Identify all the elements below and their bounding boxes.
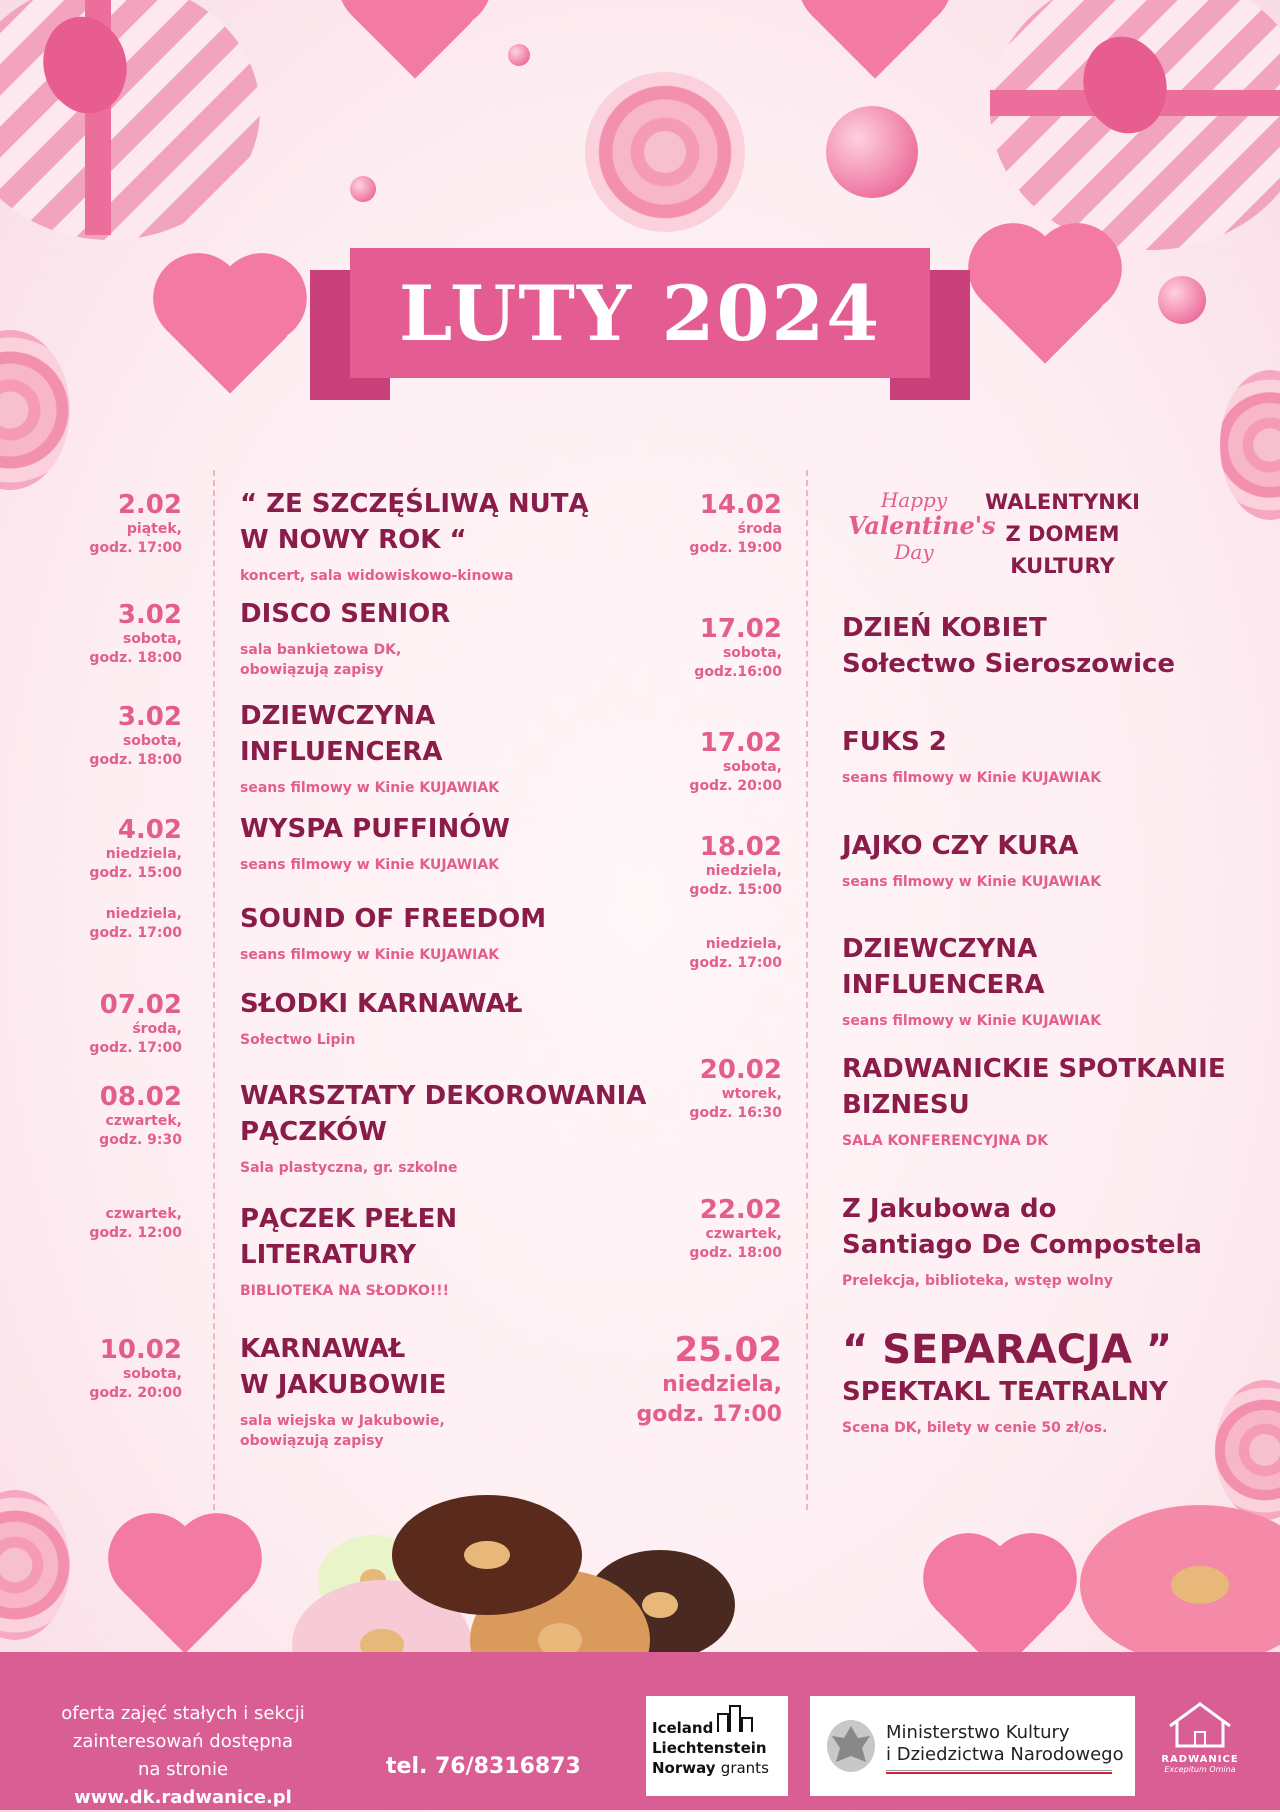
grants-line1: Iceland	[652, 1719, 714, 1737]
radwanice-name: RADWANICE	[1161, 1754, 1239, 1765]
event-time: niedziela, godz. 17:00	[636, 1372, 782, 1427]
heart-decoration	[351, 0, 478, 79]
left-event-6	[240, 986, 522, 1050]
event-title: Z Jakubowa do Santiago De Compostela	[842, 1194, 1202, 1260]
grants-icon	[716, 1704, 760, 1734]
event-details: Prelekcja, biblioteka, wstęp wolny	[842, 1273, 1113, 1289]
right-event-1	[985, 486, 1140, 582]
event-details: koncert, sala widowiskowo-kinowa	[240, 568, 514, 584]
event-title: RADWANICKIE SPOTKANIE BIZNESU	[842, 1054, 1226, 1120]
rose-decoration	[0, 330, 70, 490]
event-details: seans filmowy w Kinie KUJAWIAK	[240, 857, 500, 873]
event-time: sobota, godz. 20:00	[689, 759, 782, 794]
event-title: WALENTYNKI Z DOMEM KULTURY	[985, 490, 1140, 578]
event-time: czwartek, godz. 18:00	[689, 1226, 782, 1261]
eagle-emblem-icon	[824, 1716, 878, 1776]
event-date: 4.02	[117, 815, 182, 845]
left-event-date-5	[89, 905, 182, 943]
page-title: LUTY 2024	[398, 268, 882, 358]
right-event-6	[842, 1051, 1226, 1151]
right-event-date-4	[689, 832, 782, 900]
event-title: DZIEWCZYNA INFLUENCERA	[240, 701, 443, 767]
right-event-4	[842, 828, 1101, 892]
left-event-8	[240, 1201, 457, 1301]
website-link[interactable]: www.dk.radwanice.pl	[74, 1787, 292, 1808]
event-details: seans filmowy w Kinie KUJAWIAK	[842, 770, 1102, 786]
rose-decoration	[0, 1490, 70, 1640]
event-date: 3.02	[117, 702, 182, 732]
event-date: 22.02	[699, 1195, 782, 1225]
event-title: DZIEWCZYNA INFLUENCERA	[842, 934, 1045, 1000]
event-title: WARSZTATY DEKOROWANIA PĄCZKÓW	[240, 1081, 647, 1147]
right-event-5	[842, 931, 1101, 1031]
event-time: sobota, godz. 20:00	[89, 1366, 182, 1401]
ministry-line1: Ministerstwo Kultury	[886, 1722, 1070, 1743]
event-date: 2.02	[117, 490, 182, 520]
event-time: wtorek, godz. 16:30	[689, 1086, 782, 1121]
rose-decoration	[585, 72, 745, 232]
heart-decoration	[811, 0, 938, 79]
event-title: JAJKO CZY KURA	[842, 831, 1079, 861]
footer-info-line2: zainteresowań dostępna	[72, 1731, 294, 1752]
right-event-date-7	[689, 1195, 782, 1263]
gift-box-left-decoration	[0, 0, 260, 240]
left-event-date-9	[89, 1335, 182, 1403]
heart-decoration	[121, 1526, 248, 1653]
left-event-date-2	[89, 600, 182, 668]
rose-decoration	[1220, 370, 1280, 520]
column-divider	[213, 470, 215, 1510]
ministry-line2: i Dziedzictwa Narodowego	[886, 1744, 1124, 1765]
event-details: seans filmowy w Kinie KUJAWIAK	[842, 1013, 1102, 1029]
left-event-date-1	[89, 490, 182, 558]
ministry-flag-stripe	[886, 1770, 1112, 1774]
radwanice-logo	[1150, 1700, 1250, 1790]
left-event-7	[240, 1078, 646, 1178]
event-details: Scena DK, bilety w cenie 50 zł/os.	[842, 1420, 1108, 1436]
event-time: piątek, godz. 17:00	[89, 521, 182, 556]
event-date: 17.02	[699, 614, 782, 644]
bubble-decoration	[350, 176, 376, 202]
right-event-date-8	[637, 1330, 782, 1430]
grants-line2: Liechtenstein	[652, 1739, 767, 1757]
title-banner	[350, 248, 930, 378]
event-date: 10.02	[99, 1335, 182, 1365]
left-event-1	[240, 486, 589, 586]
event-title: “ ZE SZCZĘŚLIWĄ NUTĄ W NOWY ROK “	[240, 489, 589, 555]
event-details: seans filmowy w Kinie KUJAWIAK	[240, 947, 500, 963]
event-time: niedziela, godz. 17:00	[89, 906, 182, 941]
heart-decoration	[166, 266, 293, 393]
right-event-date-3	[689, 728, 782, 796]
left-event-9	[240, 1331, 446, 1451]
eea-grants-logo	[646, 1696, 788, 1796]
event-title: PĄCZEK PEŁEN LITERATURY	[240, 1204, 458, 1270]
event-date: 08.02	[99, 1082, 182, 1112]
event-details: SALA KONFERENCYJNA DK	[842, 1133, 1049, 1149]
event-date: 25.02	[674, 1330, 782, 1370]
event-subtitle: SPEKTAKL TEATRALNY	[842, 1377, 1168, 1407]
right-event-date-5	[689, 935, 782, 973]
right-event-3	[842, 724, 1101, 788]
event-title: FUKS 2	[842, 727, 947, 757]
event-title: DZIEŃ KOBIET Sołectwo Sieroszowice	[842, 613, 1176, 679]
event-date: 20.02	[699, 1055, 782, 1085]
left-event-date-8	[89, 1205, 182, 1243]
event-details: seans filmowy w Kinie KUJAWIAK	[842, 874, 1102, 890]
heart-decoration	[981, 236, 1108, 363]
left-event-2	[240, 596, 450, 680]
column-divider	[806, 470, 808, 1510]
right-event-date-1	[689, 490, 782, 558]
grants-line3: Norway	[652, 1759, 716, 1777]
event-time: środa godz. 19:00	[689, 521, 782, 556]
right-event-7	[842, 1191, 1202, 1291]
right-event-date-6	[689, 1055, 782, 1123]
event-title: “ SEPARACJA ”	[842, 1327, 1173, 1373]
left-event-date-7	[99, 1082, 182, 1150]
event-time: sobota, godz. 18:00	[89, 631, 182, 666]
event-time: czwartek, godz. 9:30	[99, 1113, 182, 1148]
valentine-logo-line2: Valentine's	[848, 511, 996, 540]
event-date: 17.02	[699, 728, 782, 758]
event-date: 14.02	[699, 490, 782, 520]
rose-decoration	[1215, 1380, 1280, 1520]
event-date: 18.02	[699, 832, 782, 862]
event-title: SOUND OF FREEDOM	[240, 904, 547, 934]
event-time: środa, godz. 17:00	[89, 1021, 182, 1056]
event-title: DISCO SENIOR	[240, 599, 451, 629]
event-details: sala wiejska w Jakubowie, obowiązują zapisy	[240, 1413, 445, 1449]
donut-image	[1080, 1505, 1280, 1665]
event-time: czwartek, godz. 12:00	[89, 1206, 182, 1241]
event-details: seans filmowy w Kinie KUJAWIAK	[240, 780, 500, 796]
event-details: BIBLIOTEKA NA SŁODKO!!!	[240, 1283, 450, 1299]
phone-number: tel. 76/8316873	[386, 1754, 581, 1779]
left-event-date-4	[89, 815, 182, 883]
valentine-logo-line1: Happy	[880, 488, 948, 512]
event-time: sobota, godz.16:00	[694, 645, 782, 680]
event-time: niedziela, godz. 15:00	[89, 846, 182, 881]
bubble-decoration	[1158, 276, 1206, 324]
left-event-3	[240, 698, 499, 798]
event-details: Sołectwo Lipin	[240, 1032, 356, 1048]
bubble-decoration	[508, 44, 530, 66]
event-date: 07.02	[99, 990, 182, 1020]
event-details: sala bankietowa DK, obowiązują zapisy	[240, 642, 402, 678]
event-time: sobota, godz. 18:00	[89, 733, 182, 768]
left-event-5	[240, 901, 546, 965]
house-icon	[1165, 1700, 1235, 1750]
valentines-day-logo	[848, 488, 996, 588]
ministry-logo	[810, 1696, 1135, 1796]
left-event-4	[240, 811, 510, 875]
event-time: niedziela, godz. 17:00	[689, 936, 782, 971]
right-event-2	[842, 610, 1175, 682]
radwanice-motto: Excepitum Omina	[1164, 1765, 1236, 1774]
grants-suffix: grants	[720, 1759, 769, 1777]
heart-bubble-decoration	[826, 106, 918, 198]
right-event-8	[842, 1326, 1172, 1438]
event-title: WYSPA PUFFINÓW	[240, 814, 510, 844]
footer-info	[28, 1700, 338, 1812]
event-title: SŁODKI KARNAWAŁ	[240, 989, 523, 1019]
left-event-date-6	[89, 990, 182, 1058]
left-event-date-3	[89, 702, 182, 770]
event-time: niedziela, godz. 15:00	[689, 863, 782, 898]
valentine-logo-line3: Day	[894, 540, 934, 564]
event-details: Sala plastyczna, gr. szkolne	[240, 1160, 458, 1176]
footer-info-prefix: na stronie	[137, 1759, 229, 1780]
donut-image	[392, 1495, 582, 1615]
event-title: KARNAWAŁ W JAKUBOWIE	[240, 1334, 447, 1400]
event-date: 3.02	[117, 600, 182, 630]
footer-info-line1: oferta zajęć stałych i sekcji	[61, 1703, 305, 1724]
right-event-date-2	[694, 614, 782, 682]
